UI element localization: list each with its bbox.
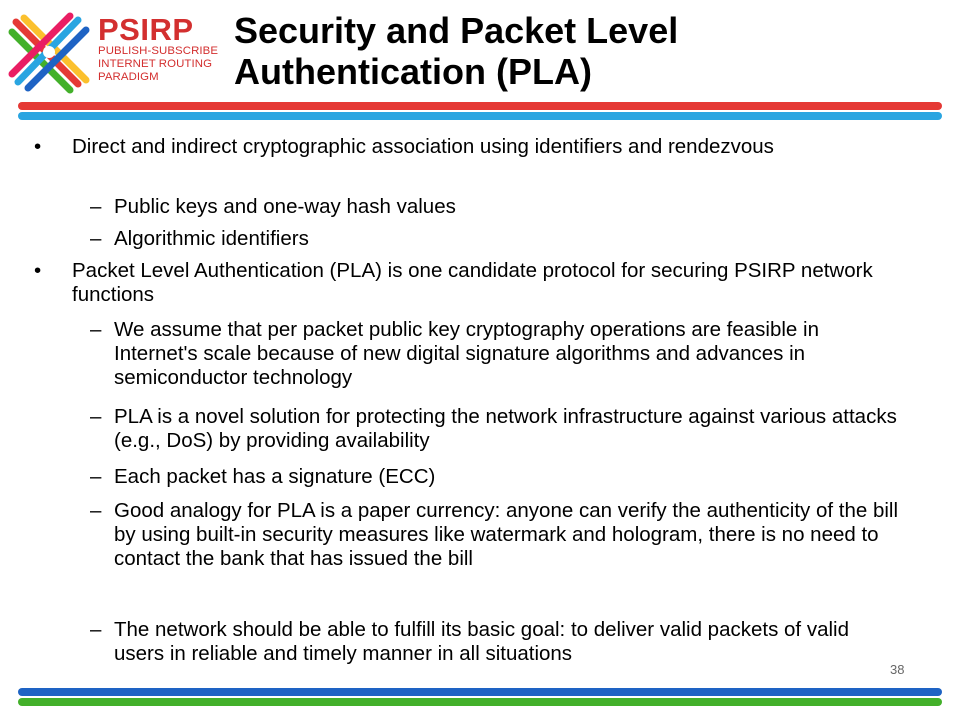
sub-bullet-text: The network should be able to fulfill its basic goal: to deliver valid packets of valid users in reliable and timely manner in all situations bbox=[114, 618, 849, 665]
dash-marker: – bbox=[90, 318, 102, 341]
dash-marker: – bbox=[90, 465, 102, 488]
sub-bullet-text: Good analogy for PLA is a paper currency: anyone can verify the authenticity of the bill by using built-in security measures like watermark and hologram, there is no need to contact the bank that has issued the bill bbox=[114, 499, 899, 570]
dash-marker: – bbox=[90, 405, 102, 428]
sub-bullet-text: We assume that per packet public key cryptography operations are feasible in Internet's scale because of new digital signature algorithms and advances in semiconductor technology bbox=[114, 318, 819, 389]
dash-marker: – bbox=[90, 195, 102, 218]
logo-subtitle-line-2: INTERNET ROUTING bbox=[98, 58, 213, 70]
bullet-text: Packet Level Authentication (PLA) is one candidate protocol for securing PSIRP network functions bbox=[72, 259, 873, 306]
bullet-marker: • bbox=[34, 259, 42, 282]
logo-subtitle-line-1: PUBLISH-SUBSCRIBE bbox=[98, 45, 219, 57]
dash-marker: – bbox=[90, 499, 102, 522]
bottom-green-divider bbox=[18, 698, 942, 706]
dash-marker: – bbox=[90, 227, 102, 250]
slide-title-line-1: Security and Packet Level bbox=[234, 10, 679, 51]
page-number: 38 bbox=[890, 662, 905, 677]
sub-bullet-text: Public keys and one-way hash values bbox=[114, 195, 456, 218]
sub-bullet-text: Algorithmic identifiers bbox=[114, 227, 309, 250]
bottom-blue-divider bbox=[18, 688, 942, 696]
logo-subtitle-line-3: PARADIGM bbox=[98, 71, 159, 83]
sub-bullet-text: Each packet has a signature (ECC) bbox=[114, 465, 436, 488]
sub-bullet-text: PLA is a novel solution for protecting the network infrastructure against various attacks (e.g., DoS) by providing availability bbox=[114, 405, 897, 452]
dash-marker: – bbox=[90, 618, 102, 641]
logo-name: PSIRP bbox=[98, 12, 194, 47]
bullet-text: Direct and indirect cryptographic association using identifiers and rendezvous bbox=[72, 135, 774, 158]
bullet-marker: • bbox=[34, 135, 42, 158]
slide-title-line-2: Authentication (PLA) bbox=[234, 51, 592, 92]
